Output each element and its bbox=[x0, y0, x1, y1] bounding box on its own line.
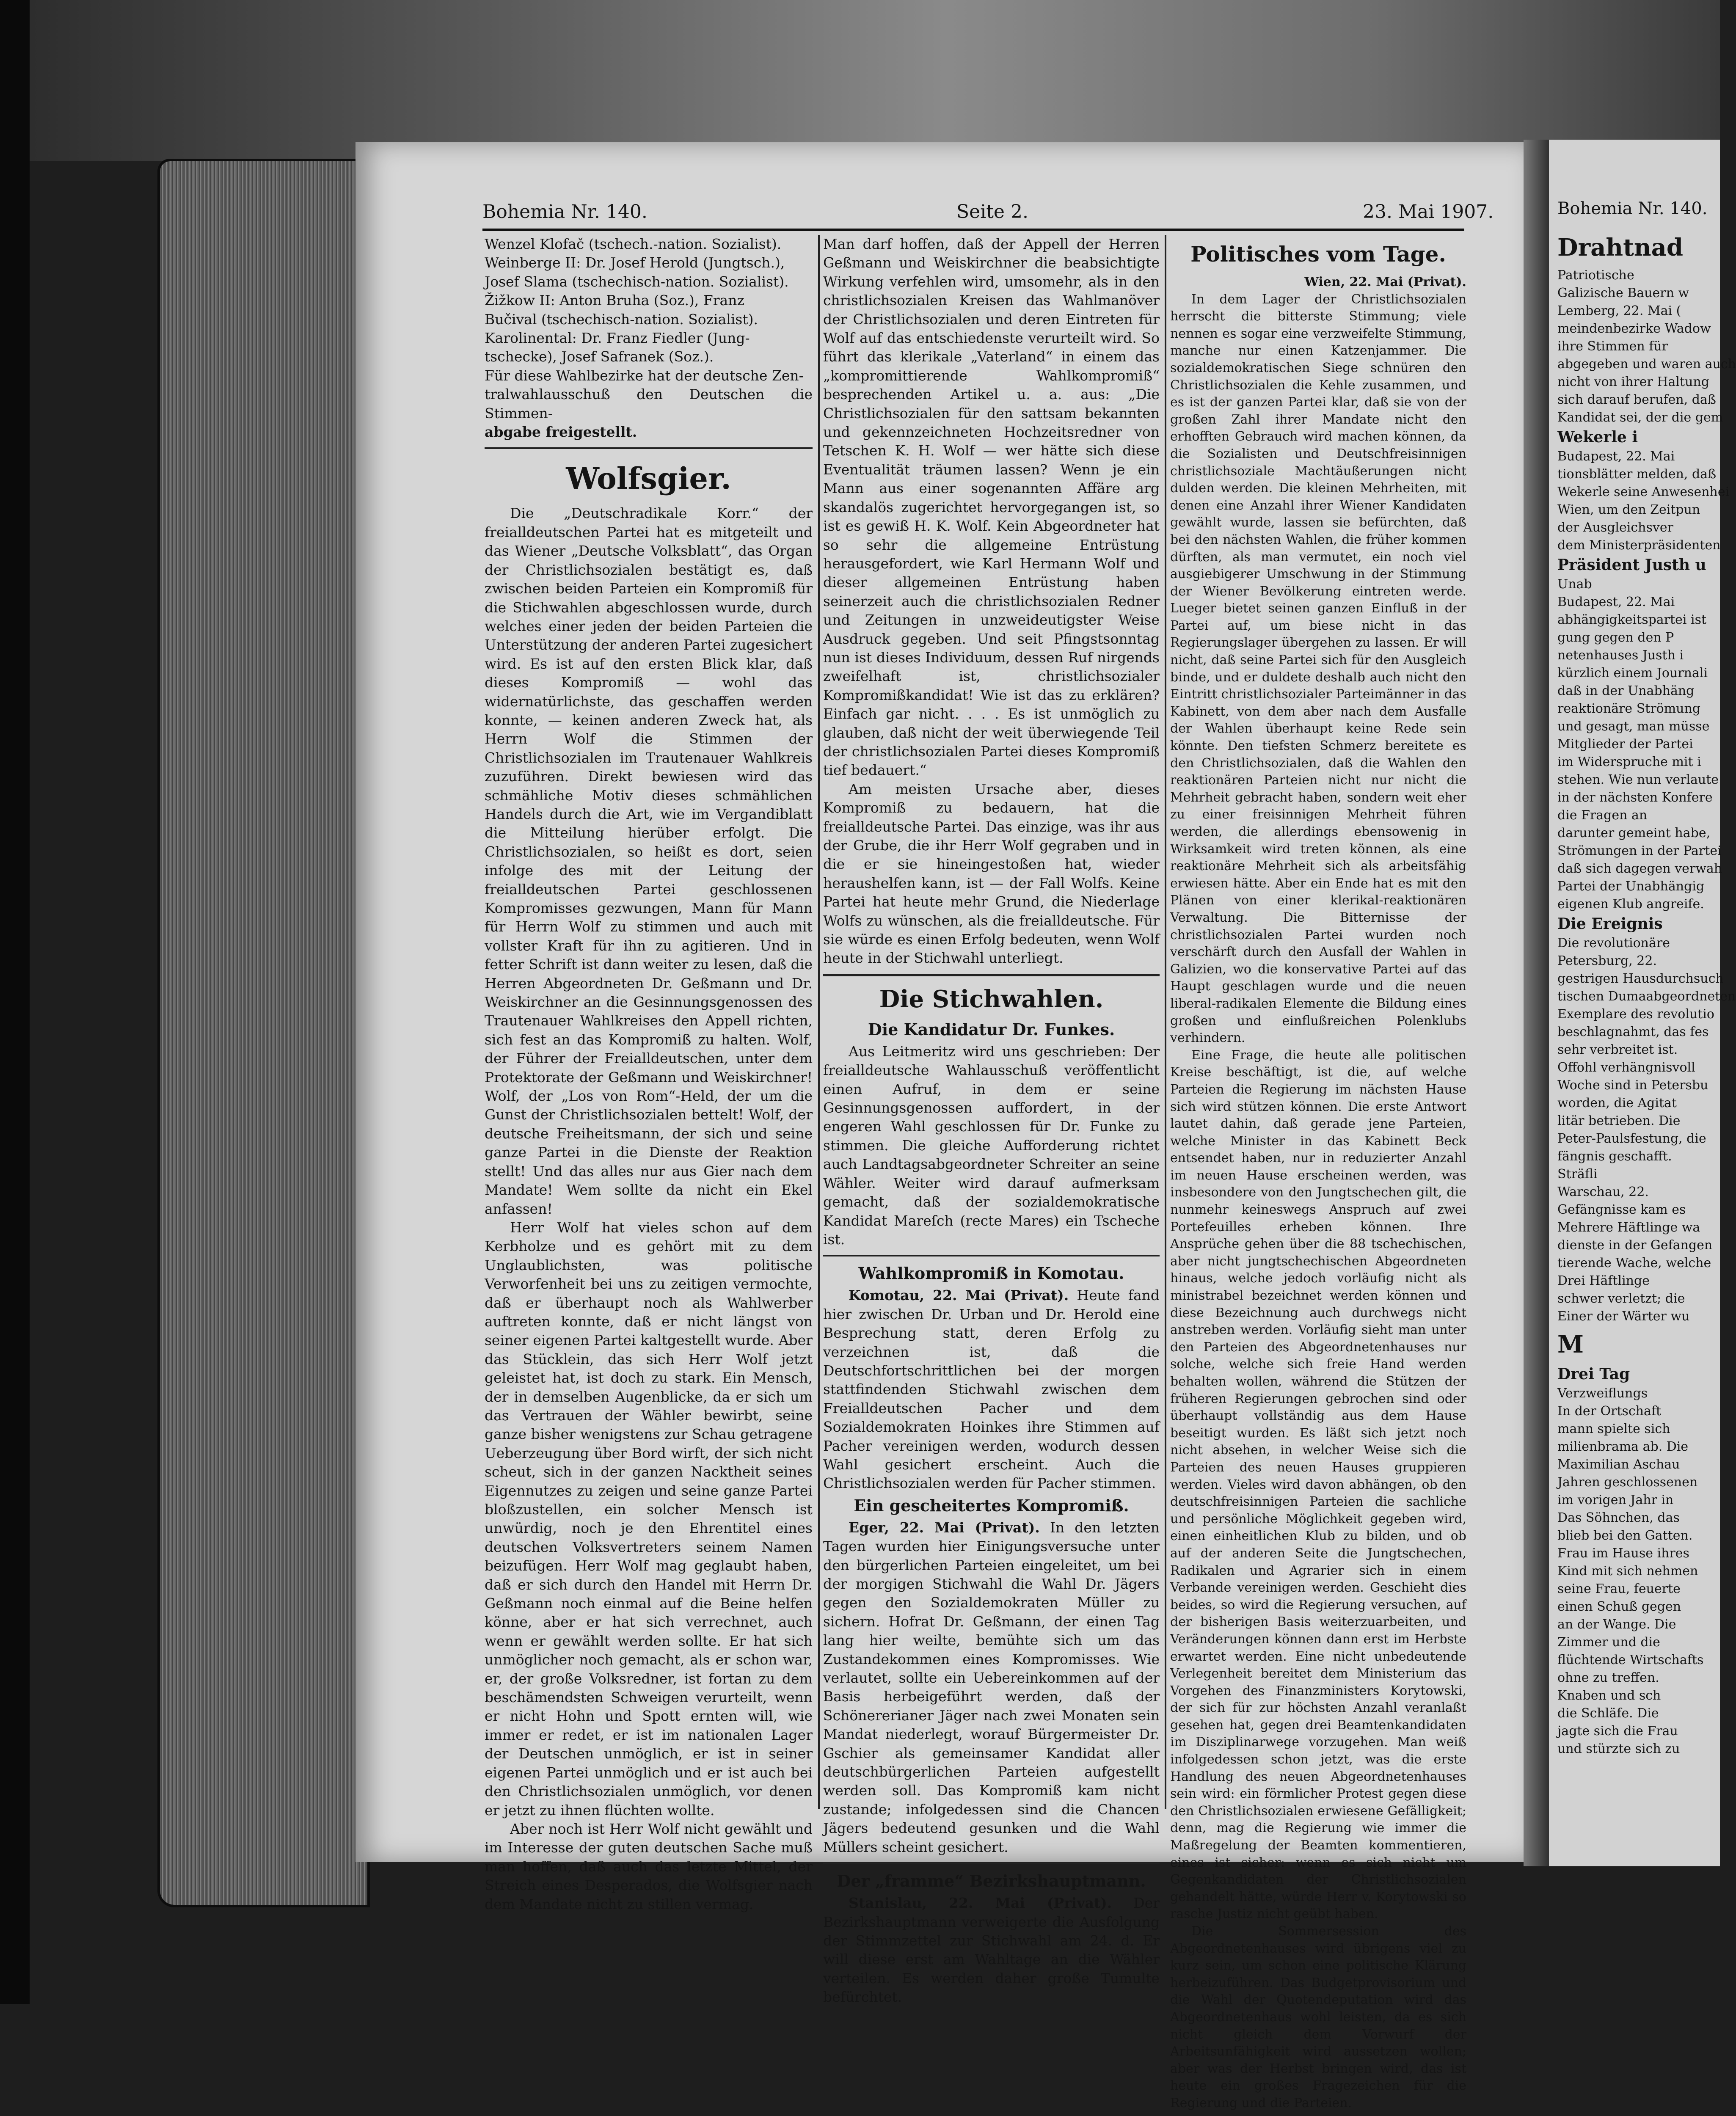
right-page-line: Das Söhnchen, das bbox=[1557, 1510, 1680, 1525]
right-page-line: Einer der Wärter wu bbox=[1557, 1309, 1690, 1324]
right-page-fragment bbox=[1549, 140, 1736, 1866]
right-page-line: darunter gemeint habe, bbox=[1557, 826, 1711, 840]
column-rule bbox=[1165, 235, 1166, 1809]
background-top bbox=[0, 0, 1720, 161]
subsection-title: Wahlkompromiß in Komotau. bbox=[858, 1264, 1124, 1283]
right-page-line: abhängigkeitspartei ist bbox=[1557, 612, 1707, 627]
book-page-edges bbox=[157, 159, 370, 1907]
article-paragraph: Aber noch ist Herr Wolf nicht gewählt und im Interesse der guten deutschen Sache muß man hoffen, daß auch das letzte Mittel, der Streich eines Desperados, die Wolfsgier nach dem Mandate nicht zu stillen vermag. bbox=[485, 1820, 813, 1912]
column-3 bbox=[1170, 235, 1466, 2110]
right-page-line: Maximilian Aschau bbox=[1557, 1457, 1680, 1472]
subsection-title: Der „framme“ Bezirkshauptmann. bbox=[837, 1871, 1146, 1891]
right-page-line: Patriotische bbox=[1557, 268, 1634, 283]
right-page-line: gung gegen den P bbox=[1557, 630, 1674, 645]
right-page-line: flüchtende Wirtschafts bbox=[1557, 1653, 1704, 1667]
right-page-line: und stürzte sich zu bbox=[1557, 1741, 1680, 1756]
right-page-line: Knaben und sch bbox=[1557, 1688, 1661, 1703]
right-page-line: Jahren geschlossenen bbox=[1557, 1475, 1698, 1490]
right-page-line: Kind mit sich nehmen bbox=[1557, 1564, 1698, 1579]
right-page-line: seine Frau, feuerte bbox=[1557, 1581, 1681, 1596]
article-paragraph: Man darf hoffen, daß der Appell der Herren Geßmann und Weiskirchner die beabsichtigte Wirkung verfehlen wird, umsomehr, als in den christlichsozialen Kreisen das Wahlmanöver der Christlichsozialen und deren Eintreten für Wolf auf das entschiedenste verurteilt wird. So führt das klerikale „Vaterland“ in einem das „kompromittierende Wahlkompromiß“ besprechenden Artikel u. a. aus: „Die Christlichsozialen für den sattsam bekannten und gekennzeichneten Hochzeitsredner von Tetschen K. H. Wolf — wer hätte sich diese Eventualität träumen lassen? Wenn je ein Mann aus einer sogenannten Affäre arg skandalös zugerichtet hervorgegangen ist, so ist es gewiß H. K. Wolf. Kein Abgeordneter hat so sehr die allgemeine Entrüstung herausgefordert, wie Karl Hermann Wolf und dieser allgemeinen Entrüstung haben seinerzeit auch die christlichsozialen Redner und Zeitungen in unzweideutigster Weise Ausdruck gegeben. Und seit Pfingstsonntag nun ist dieses Individuum, dessen Ruf nirgends zweifelhaft ist, christlichsozialer Kompromißkandidat! Wie ist das zu erklären? Einfach gar nicht. . . . Es ist unmöglich zu glauben, daß nicht der weit überwiegende Teil der christlichsozialen Partei dieses Kompromiß tief bedauert.“ bbox=[823, 236, 1160, 779]
list-item: tralwahlausschuß den Deutschen die Stimmen- bbox=[485, 386, 813, 422]
right-page-line: tionsblätter melden, daß bbox=[1557, 467, 1717, 482]
subsection-title: Ein gescheitertes Kompromiß. bbox=[854, 1496, 1129, 1515]
right-page-line: Partei der Unabhängig bbox=[1557, 879, 1705, 894]
right-page-line: sich darauf berufen, daß bbox=[1557, 392, 1716, 407]
right-page-line: fängnis geschafft. bbox=[1557, 1149, 1672, 1164]
right-page-line: der Ausgleichsver bbox=[1557, 520, 1673, 535]
article-paragraph: Herr Wolf hat vieles schon auf dem Kerbholze und es gehört mit zu dem Unglaublichsten, was politische Verworfenheit bei uns zu zeitigen vermochte, daß er überhaupt noch als Wahlwerber auftreten konnte, daß er nicht längst von seiner eigenen Partei kaltgestellt wurde. Aber das Stücklein, das sich Herr Wolf jetzt geleistet hat, ist doch zu stark. Ein Mensch, der in demselben Augenblicke, da er sich um das Vertrauen der Wähler bewirbt, seine ganze bisher wenigstens zur Schau getragene Ueberzeugung über Bord wirft, der sich nicht scheut, sich in der ganzen Nacktheit seines Eigennutzes zu zeigen und seine ganze Partei bloßzustellen, ein solcher Mensch ist unwürdig, noch je den Ehrentitel eines deutschen Volksvertreters seinem Namen beizufügen. Herr Wolf mag geglaubt haben, daß er sich durch den Handel mit Herrn Dr. Geßmann noch einmal auf die Beine helfen könne, aber er hat sich verrechnet, auch wenn er gewählt werden sollte. Er hat sich unmöglicher noch gemacht, als er schon war, er, der große Volksredner, ist fortan zu dem beschämendsten Schweigen verurteilt, wenn er nicht Hohn und Spott ernten will, wie immer er redet, er ist im nationalen Lager der Deutschen unmöglich, er ist in seiner eigenen Partei unmöglich und er ist auch bei den Christlichsozialen unmöglich, vor denen er jetzt zu ihnen flüchten wollte. bbox=[485, 1219, 813, 1818]
right-page-line: abgegeben und waren auch bbox=[1557, 357, 1736, 372]
list-item: Karolinental: Dr. Franz Fiedler (Jung- bbox=[485, 330, 750, 347]
right-page-line: Warschau, 22. bbox=[1557, 1185, 1649, 1199]
right-page-line: im vorigen Jahr in bbox=[1557, 1493, 1674, 1507]
right-page-line: stehen. Wie nun verlaute bbox=[1557, 772, 1719, 787]
right-page-line: Galizische Bauern w bbox=[1557, 286, 1689, 300]
article-paragraph: Am meisten Ursache aber, dieses Kompromiß zu bedauern, hat die freialldeutsche Partei. Das einzige, was ihr aus der Grube, die ihr Herr Wolf gegraben und in die er sie hineingestoßen hat, wieder heraushelfen kann, ist — der Fall Wolfs. Keine Partei hat heute mehr Grund, die Niederlage Wolfs zu wünschen, als die freialldeutsche. Für sie würde es einen Erfolg bedeuten, wenn Wolf heute in der Stichwahl unterliegt. bbox=[823, 780, 1160, 967]
right-page-line: litär betrieben. Die bbox=[1557, 1113, 1681, 1128]
right-page-line: Sträfli bbox=[1557, 1167, 1598, 1182]
list-item: Žižkow II: Anton Bruha (Soz.), Franz bbox=[485, 292, 744, 309]
section-divider bbox=[823, 1255, 1160, 1256]
right-page-line: jagte sich die Frau bbox=[1557, 1724, 1678, 1739]
section-title-stichwahlen: Die Stichwahlen. bbox=[879, 985, 1104, 1013]
right-page-line: worden, die Agitat bbox=[1557, 1096, 1677, 1110]
right-page-line: und gesagt, man müsse bbox=[1557, 719, 1710, 734]
right-page-line: Die revolutionäre bbox=[1557, 936, 1670, 951]
right-page-line: in der nächsten Konfere bbox=[1557, 790, 1713, 805]
right-page-line: Exemplare des revolutio bbox=[1557, 1007, 1714, 1022]
right-page-line: nicht von ihrer Haltung bbox=[1557, 375, 1709, 389]
right-page-line: Strömungen in der Partei bbox=[1557, 843, 1722, 858]
section-divider bbox=[485, 447, 813, 449]
right-page-line: Budapest, 22. Mai bbox=[1557, 449, 1675, 464]
article-paragraph: Die Sommersession des Abgeordnetenhauses wird übrigens viel zu kurz sein, um schon eine politische Klärung herbeizuführen. Das Budgetprovisorium und die Wahl der Quotendeputation wird das Abgeordnetenhaus wohl leisten, da es sich nicht gleich dem Vorwurf der Arbeitsunfähigkeit wird aussetzen wollen; aber was der Herbst bringen wird, das ist heute ein großes Fragezeichen für die Regierung und die Parteien. bbox=[1170, 1924, 1466, 2110]
section-divider bbox=[823, 974, 1160, 976]
header-masthead: Bohemia Nr. 140. bbox=[482, 201, 648, 223]
article-text: In den letzten Tagen wurden hier Einigungsversuche unter den bürgerlichen Parteien eingeleitet, um bei der morgigen Stichwahl die Wahl Dr. Jägers gegen den Sozialdemokraten Müller zu sichern. Hofrat Dr. Geßmann, der einen Tag lang hier weilte, bemühte sich um das Zustandekommen eines Kompromisses. Wie verlautet, sollte ein Uebereinkommen auf der Basis herbeigeführt werden, daß der Schönererianer Jäger nach zwei Monaten sein Mandat niederlegt, worauf Bürgermeister Dr. Gschier als gemeinsamer Kandidat aller deutschbürgerlichen Parteien aufgestellt werden soll. Das Kompromiß kam nicht zustande; infolgedessen sind die Chancen Jägers bedeutend gesunken und die Wahl Müllers scheint gesichert. bbox=[823, 1519, 1160, 1855]
right-page-line: Mitglieder der Partei bbox=[1557, 737, 1693, 752]
right-page-line: Zimmer und die bbox=[1557, 1635, 1660, 1650]
subsection-title: Die Kandidatur Dr. Funkes. bbox=[868, 1019, 1115, 1039]
right-page-line: im Widerspruche mit i bbox=[1557, 755, 1701, 769]
right-page-line: sehr verbreitet ist. bbox=[1557, 1042, 1678, 1057]
dateline: Stanislau, 22. Mai (Privat). bbox=[849, 1895, 1112, 1912]
list-item: abgabe freigestellt. bbox=[485, 424, 637, 441]
right-page-line: Verzweiflungs bbox=[1557, 1386, 1648, 1401]
right-page-line: Unab bbox=[1557, 577, 1592, 592]
right-page-line: Drei Häftlinge bbox=[1557, 1273, 1650, 1288]
dateline: Komotau, 22. Mai (Privat). bbox=[849, 1287, 1069, 1304]
header-date: 23. Mai 1907. bbox=[1363, 201, 1494, 223]
article-paragraph: In dem Lager der Christlichsozialen herrscht die bitterste Stimmung; viele nennen es sogar eine verzweifelte Stimmung, manche nur einen Katzenjammer. Die sozialdemokratischen Siege schnüren den Christlichsozialen die Kehle zusammen, und es ist der ganzen Partei klar, daß sie von der großen Zahl ihrer Mandate nicht den erhofften Gebrauch wird machen können, da die Sozialisten und Deutschfreisinnigen christlichsoziale Machtäußerungen nicht dulden werden. Die kleinen Mehrheiten, mit denen eine Anzahl ihrer Wiener Kandidaten gewählt wurde, lassen sie befürchten, daß bei den nächsten Wahlen, die früher kommen dürften, als man vermutet, ein noch viel ausgiebigerer Umschwung in der Stimmung der Wiener Bevölkerung eintreten werde. Lueger bietet seinen ganzen Einfluß in der Partei auf, um biese nicht in das Regierungslager übergehen zu lassen. Er will nicht, daß seine Partei sich für den Ausgleich binde, und er duldete deshalb auch nicht den Eintritt christlichsozialer Parteimänner in das Kabinett, von dem aber nach dem Ausfalle der Wahlen überhaupt keine Rede sein könnte. Den tiefsten Schmerz bereitete es den Christlichsozialen, daß die Wahlen den reaktionären Parteien nicht nur nicht die Mehrheit gebracht haben, sondern weit eher zu einer freisinnigen Mehrheit führen werden, die allerdings ebensowenig in Wirksamkeit wird treten können, als eine reaktionäre Mehrheit sich als arbeitsfähig erwiesen hätte. Aber ein Ende hat es mit den Plänen von einer klerikal-reaktionären Verwaltung. Die Bitternisse der christlichsozialen Partei wurden noch verschärft durch den Ausfall der Wahlen in Galizien, wo die konservative Partei auf das Haupt geschlagen wurde und die neuen liberal-radikalen Elemente die Bildung eines großen und einflußreichen Polenklubs verhindern. bbox=[1170, 292, 1466, 1046]
list-item: Weinberge II: Dr. Josef Herold (Jungtsch.), bbox=[485, 254, 785, 271]
dateline: Eger, 22. Mai (Privat). bbox=[849, 1519, 1040, 1536]
header-rule bbox=[482, 229, 1464, 231]
column-2 bbox=[823, 235, 1160, 2006]
right-page-line: blieb bei den Gatten. bbox=[1557, 1528, 1693, 1543]
right-page-line: Drahtnad bbox=[1557, 234, 1684, 262]
section-divider bbox=[823, 1863, 1160, 1864]
article-title-wolfsgier: Wolfsgier. bbox=[566, 461, 731, 496]
right-page-line: Frau im Hause ihres bbox=[1557, 1546, 1689, 1561]
section-title-politisches: Politisches vom Tage. bbox=[1190, 242, 1446, 267]
right-page-line: M bbox=[1557, 1331, 1584, 1358]
list-item: Wenzel Klofač (tschech.-nation. Sozialist). bbox=[485, 236, 782, 252]
right-page-line: ohne zu treffen. bbox=[1557, 1670, 1659, 1685]
right-page-column bbox=[1557, 229, 1736, 1758]
right-page-line: die Fragen an bbox=[1557, 808, 1648, 823]
right-page-line: kürzlich einem Journali bbox=[1557, 666, 1708, 681]
article-paragraph: Die „Deutschradikale Korr.“ der freialldeutschen Partei hat es mitgeteilt und das Wiener „Deutsche Volksblatt“, das Organ der Christlichsozialen bestätigt es, daß zwischen beiden Parteien ein Kompromiß für die Stichwahlen abgeschlossen wurde, durch welches einer jeden der beiden Parteien die Unterstützung der anderen Partei zugesichert wird. Es ist auf den ersten Blick klar, daß dieses Kompromiß — wohl das widernatürlichste, das geschaffen werden konnte, — keinen anderen Zweck hat, als Herrn Wolf die Stimmen der Christlichsozialen im Trautenauer Wahlkreis zuzuführen. Direkt bewiesen wird das schmähliche Motiv dieses schmählichen Handels durch die Art, wie im Vergandiblatt die Mitteilung hierüber erfolgt. Die Christlichsozialen, so heißt es dort, seien infolge des mit der Leitung der freialldeutschen Partei geschlossenen Kompromisses gezwungen, Mann für Mann für Herrn Wolf zu stimmen und auch mit vollster Kraft für ihn zu agitieren. Und in fetter Schrift ist dann weiter zu lesen, daß die Herren Abgeordneten Dr. Geßmann und Dr. Weiskirchner an die Gesinnungsgenossen des Trautenauer Wahlkreises den Appell richten, sich fest an das Kompromiß zu halten. Wolf, der Führer der Freialldeutschen, unter dem Protektorate der Geßmann und Weiskirchner! Wolf, der „Los von Rom“-Held, der um die Gunst der Christlichsozialen bettelt! Wolf, der deutsche Freiheitsmann, der sich und seine ganze Partei in die Dienste der Reaktion stellt! Und das alles nur aus Gier nach dem Mandate! Wem sollte da nicht ein Ekel anfassen! bbox=[485, 505, 813, 1217]
article-paragraph: Aus Leitmeritz wird uns geschrieben: Der freialldeutsche Wahlausschuß veröffentlicht einen Aufruf, in dem er seine Gesinnungsgenossen auffordert, in der engeren Wahl geschlossen für Dr. Funke zu stimmen. Die gleiche Aufforderung richtet auch Landtagsabgeordneter Schreiter an seine Wähler. Weiter wird darauf aufmerksam gemacht, daß der sozialdemokratische Kandidat Mareſch (recte Mares) ein Tscheche ist. bbox=[823, 1043, 1160, 1248]
right-page-line: gestrigen Hausdurchsuch bbox=[1557, 971, 1724, 986]
article-paragraph: Eine Frage, die heute alle politischen Kreise beschäftigt, ist die, auf welche Parteien die Regierung im nächsten Hause sich wird stützen können. Die erste Antwort lautet dahin, daß gerade jene Parteien, welche Minister in das Kabinett Beck entsendet haben, nur in reduzierter Anzahl im neuen Hause erscheinen werden, was insbesondere von den Jungtschechen gilt, die nunmehr keineswegs Anspruch auf zwei Portefeuilles erheben können. Ihre Ansprüche gehen über die 88 tschechischen, aber nicht jungtschechischen Abgeordneten hinaus, welche jedoch vorläufig nicht als ministrabel bezeichnet werden können und diese Bezeichnung auch durchwegs nicht anstreben werden. Vorläufig sieht man unter den Parteien des Abgeordnetenhauses nur solche, welche sich freie Hand werden behalten wollen, während die Stützen der früheren Regierungen gebrochen sind oder überhaupt vollständig aus dem Hause beseitigt wurden. Es läßt sich jetzt noch nicht absehen, in welcher Weise sich die Parteien des neuen Hauses gruppieren werden. Vieles wird davon abhängen, ob den deutschfreisinnigen Parteien die sachliche und persönliche Möglichkeit gegeben wird, einen einheitlichen Klub zu bilden, und ob auf der anderen Seite die Jungtschechen, Radikalen und Agrarier sich in einem Verbande vereinigen werden. Geschieht dies beides, so wird die Regierung versuchen, auf der bisherigen Basis weiterzuarbeiten, und Veränderungen können dann erst im Herbste erwartet werden. Eine nicht unbedeutende Verlegenheit bereitet dem Ministerium das Vorgehen des Finanzministers Korytowski, der sich für zur höchsten Anzahl veranlaßt gesehen hat, gegen drei Beamtenkandidaten im Disziplinarwege vorzugehen. Man weiß infolgedessen schon jetzt, was die erste Handlung des neuen Abgeordnetenhauses sein wird: ein förmlicher Protest gegen diese den Christlichsozialen erwiesene Gefälligkeit; denn, mag die Regierung wie immer die Maßregelung der Beamten kommentieren, eines ist sicher: wenn es sich nicht um Gegenkandidaten der Christlichsozialen gehandelt hätte, würde Herr v. Korytowski so rasche Justiz nicht geübt haben. bbox=[1170, 1047, 1466, 1922]
right-page-line: schwer verletzt; die bbox=[1557, 1291, 1685, 1306]
right-page-line: reaktionäre Strömung bbox=[1557, 701, 1701, 716]
newspaper-page bbox=[355, 142, 1524, 2110]
right-page-line: tischen Dumaabgeordneten bbox=[1557, 989, 1736, 1004]
right-page-line: Drei Tag bbox=[1557, 1365, 1630, 1383]
right-page-line: Kandidat sei, der die gem bbox=[1557, 410, 1723, 425]
right-page-line: Wekerle i bbox=[1557, 428, 1638, 446]
right-page-line: daß in der Unabhäng bbox=[1557, 683, 1695, 698]
right-page-line: In der Ortschaft bbox=[1557, 1404, 1662, 1419]
right-page-line: ihre Stimmen für bbox=[1557, 339, 1668, 354]
right-page-line: dienste in der Gefangen bbox=[1557, 1238, 1713, 1253]
right-page-line: Mehrere Häftlinge wa bbox=[1557, 1220, 1700, 1235]
right-page-header: Bohemia Nr. 140. bbox=[1557, 199, 1708, 218]
page-header bbox=[355, 201, 1524, 231]
background-strip-left bbox=[0, 0, 30, 2004]
article-text: Heute fand hier zwischen Dr. Urban und Dr. Herold eine Besprechung statt, deren Erfolg zu verzeichnen ist, daß die Deutschfortschrittlichen bei der morgen stattfindenden Stichwahl zwischen dem Freialldeutschen Pacher und dem Sozialdemokraten Hoinkes ihre Stimmen auf Pacher vereinigen werden, wodurch dessen Wahl gesichert erscheint. Auch die Christlichsozialen werden für Pacher stimmen. bbox=[823, 1287, 1160, 1492]
right-page-line: Offohl verhängnisvoll bbox=[1557, 1060, 1695, 1075]
dateline: Wien, 22. Mai (Privat). bbox=[1304, 275, 1466, 289]
right-page-line: dem Ministerpräsidenten bbox=[1557, 538, 1721, 553]
header-page-number: Seite 2. bbox=[956, 201, 1028, 223]
right-page-line: mann spielte sich bbox=[1557, 1422, 1670, 1436]
right-page-line: Woche sind in Petersbu bbox=[1557, 1078, 1708, 1093]
right-page-line: Wien, um den Zeitpun bbox=[1557, 502, 1700, 517]
right-page-line: beschlagnahmt, das fes bbox=[1557, 1025, 1709, 1039]
list-item: tschecke), Josef Safranek (Soz.). bbox=[485, 348, 714, 365]
right-page-line: Budapest, 22. Mai bbox=[1557, 595, 1675, 609]
right-page-line: eigenen Klub angreife. bbox=[1557, 897, 1704, 912]
right-page-line: daß sich dagegen verwah bbox=[1557, 861, 1722, 876]
article-text: Der Bezirkshauptmann verweigerte die Ausfolgung der Stimmzettel zur Stichwahl am 24. d. Er will diese erst am Wahltage an die Wähler verteilen. Es werden daher große Tumulte befürchtet. bbox=[823, 1895, 1160, 2006]
right-page-line: milienbrama ab. Die bbox=[1557, 1439, 1689, 1454]
right-page-line: an der Wange. Die bbox=[1557, 1617, 1676, 1632]
right-page-line: die Schläfe. Die bbox=[1557, 1706, 1659, 1721]
right-page-line: Peter-Paulsfestung, die bbox=[1557, 1131, 1706, 1146]
right-page-line: Wekerle seine Anwesenhei bbox=[1557, 485, 1730, 499]
column-1 bbox=[485, 235, 813, 1912]
right-page-line: Petersburg, 22. bbox=[1557, 953, 1657, 968]
right-page-line: tierende Wache, welche bbox=[1557, 1256, 1711, 1270]
right-page-line: Präsident Justh u bbox=[1557, 556, 1706, 574]
right-page-line: einen Schuß gegen bbox=[1557, 1599, 1681, 1614]
list-item: Bučival (tschechisch-nation. Sozialist). bbox=[485, 311, 758, 328]
right-page-line: Die Ereignis bbox=[1557, 915, 1663, 933]
column-rule bbox=[818, 235, 820, 1809]
candidate-list bbox=[485, 235, 813, 441]
list-item: Für diese Wahlbezirke hat der deutsche Zen- bbox=[485, 367, 804, 384]
right-page-line: netenhauses Justh i bbox=[1557, 648, 1684, 663]
right-page-line: Lemberg, 22. Mai ( bbox=[1557, 303, 1681, 318]
right-page-line: meindenbezirke Wadow bbox=[1557, 321, 1711, 336]
list-item: Josef Slama (tschechisch-nation. Sozialist). bbox=[485, 273, 789, 290]
right-page-line: Gefängnisse kam es bbox=[1557, 1202, 1686, 1217]
